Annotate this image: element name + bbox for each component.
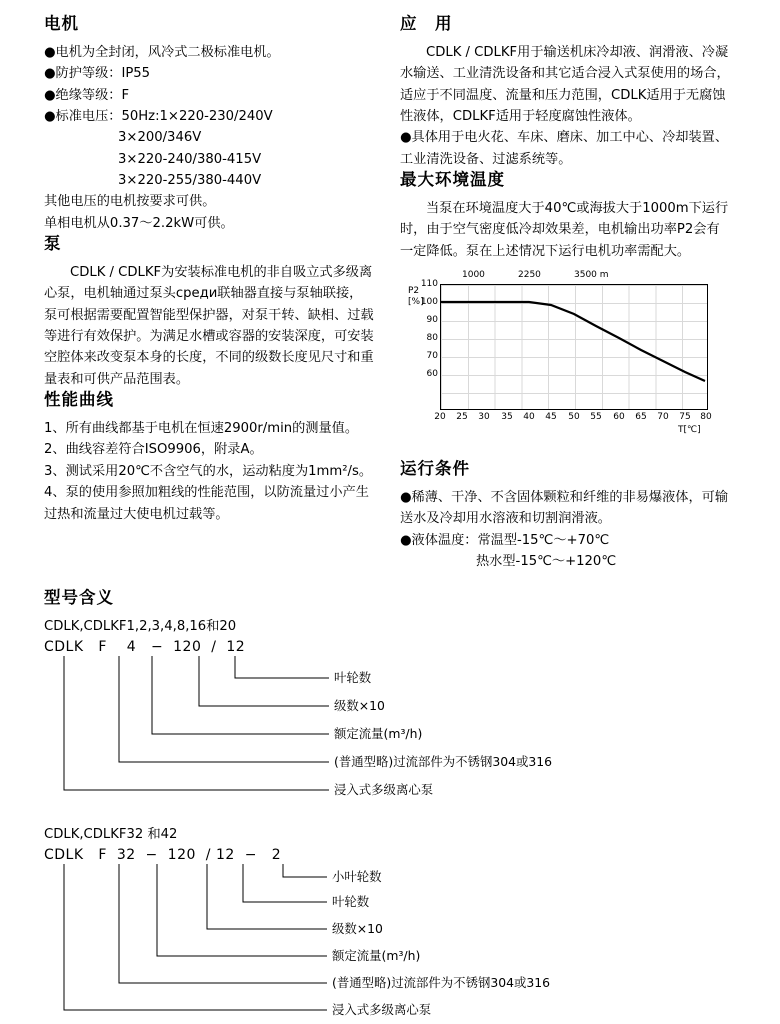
derating-chart xyxy=(406,270,724,445)
section-heading-pump: 泵 xyxy=(44,234,62,254)
x-tick-55: 55 xyxy=(590,411,602,422)
left-column xyxy=(44,14,374,572)
right-column xyxy=(400,14,730,572)
model-block-1-code: CDLK F 4 − 120 / 12 xyxy=(44,638,246,655)
x-tick-25: 25 xyxy=(456,411,468,422)
x-tick-75: 75 xyxy=(679,411,691,422)
model-block-2-diagram xyxy=(44,864,744,1024)
model-block-2 xyxy=(44,824,744,1024)
x-tick-70: 70 xyxy=(657,411,669,422)
motor-voltage-2: 3×220-240/380-415V xyxy=(118,151,262,167)
altitude-label-3: 3500 m xyxy=(574,269,609,280)
chart-y-axis-title: P2 [%] xyxy=(408,285,424,308)
altitude-label-1: 1000 xyxy=(462,269,485,280)
chart-curve xyxy=(440,284,708,410)
two-column-layout xyxy=(44,14,750,572)
chart-altitude-labels xyxy=(406,270,724,282)
model-block-2-label-6: 浸入式多级离心泵 xyxy=(332,1002,432,1018)
motor-voltage-3: 3×220-255/380-440V xyxy=(118,173,262,189)
chart-x-axis-title: T[℃] xyxy=(678,424,701,435)
section-heading-model-designation: 型号含义 xyxy=(44,588,114,607)
y-tick-100: 100 xyxy=(420,296,438,307)
x-tick-60: 60 xyxy=(613,411,625,422)
curve-item-4: 4、泵的使用参照加粗线的性能范围，以防流量过小产生过热和流量过大使电机过载等。 xyxy=(44,485,369,522)
altitude-label-2: 2250 xyxy=(518,269,541,280)
x-tick-65: 65 xyxy=(635,411,647,422)
motor-line-3: ●绝缘等级：F xyxy=(44,87,130,103)
curve-item-2: 2、曲线容差符合ISO9906，附录A。 xyxy=(44,442,263,458)
model-block-2-code: CDLK F 32 − 120 / 12 − 2 xyxy=(44,847,282,864)
motor-line-1: ●电机为全封闭，风冷式二极标准电机。 xyxy=(44,44,280,60)
section-heading-application: 应 用 xyxy=(400,14,453,33)
y-tick-80: 80 xyxy=(426,332,438,343)
x-tick-45: 45 xyxy=(545,411,557,422)
motor-voltage-1: 3×200/346V xyxy=(118,130,202,146)
section-heading-operating-conditions: 运行条件 xyxy=(400,458,470,478)
model-block-1 xyxy=(44,616,744,816)
motor-note-2: 单相电机从0.37～2.2kW可供。 xyxy=(44,215,234,231)
y-tick-110: 110 xyxy=(420,278,438,289)
curve-item-1: 1、所有曲线都基于电机在恒速2900r/min的测量值。 xyxy=(44,421,359,437)
model-block-1-label-2: 级数×10 xyxy=(334,698,385,714)
application-paragraph-2: ●具体用于电火花、车床、磨床、加工中心、冷却装置、工业清洗设备、过滤系统等。 xyxy=(400,130,729,167)
section-heading-max-ambient-temp: 最大环境温度 xyxy=(400,170,505,190)
x-tick-35: 35 xyxy=(501,411,513,422)
model-block-2-label-4: 额定流量(m³/h) xyxy=(332,948,421,964)
operating-line-1: ●稀薄、干净、不含固体颗粒和纤维的非易爆液体，可输送水及冷却用水溶液和切割润滑液。 xyxy=(400,489,729,527)
y-tick-60: 60 xyxy=(426,368,438,379)
application-paragraph-1: CDLK / CDLKF用于输送机床冷却液、润滑液、冷凝水输送、工业清洗设备和其它适合浸入式泵使用的场合，适应于不同温度、流量和压力范围，CDLK适用于无腐蚀性液体，CDLKF适用于轻度腐蚀性液体。 xyxy=(400,44,730,124)
x-tick-80: 80 xyxy=(700,411,712,422)
model-block-1-diagram xyxy=(44,656,744,816)
y-tick-70: 70 xyxy=(426,350,438,361)
motor-note-1: 其他电压的电机按要求可供。 xyxy=(44,194,216,210)
x-tick-20: 20 xyxy=(434,411,446,422)
model-block-1-label-5: 浸入式多级离心泵 xyxy=(334,782,434,798)
y-tick-90: 90 xyxy=(426,314,438,325)
max-ambient-temp-paragraph: 当泵在环境温度大于40℃或海拔大于1000m下运行时，由于空气密度低冷却效果差，电机输出功率P2会有一定降低。泵在上述情况下运行电机功率需配大。 xyxy=(400,200,729,259)
operating-line-2: ●液体温度：常温型-15℃～+70℃ xyxy=(400,532,610,548)
model-block-2-label-5: (普通型略)过流部件为不锈钢304或316 xyxy=(332,975,551,991)
model-block-2-label-1: 小叶轮数 xyxy=(332,869,382,885)
motor-line-4: ●标准电压：50Hz:1×220-230/240V xyxy=(44,108,273,124)
x-tick-30: 30 xyxy=(478,411,490,422)
x-tick-50: 50 xyxy=(568,411,580,422)
chart-x-ticks xyxy=(434,411,712,424)
pump-paragraph: CDLK / CDLKF为安装标准电机的非自吸立式多级离心泵，电机轴通过泵头среди联轴器直接与泵轴联接，泵可根据需要配置智能型保护器，对泵干转、缺相、过载等进行有效保护。为满足水槽或容器的安装深度，可安装空腔体来改变泵本身的长度，不同的级数长度见尺寸和重量表和可供产品范围表。 xyxy=(44,264,374,387)
operating-line-3: 热水型-15℃～+120℃ xyxy=(476,553,617,569)
model-designation-section xyxy=(44,588,744,1024)
model-block-1-label-3: 额定流量(m³/h) xyxy=(334,726,423,742)
section-heading-motor: 电机 xyxy=(44,14,79,33)
model-block-1-label-4: (普通型略)过流部件为不锈钢304或316 xyxy=(334,754,553,770)
model-block-1-title: CDLK,CDLKF1,2,3,4,8,16和20 xyxy=(44,618,237,634)
model-block-1-label-1: 叶轮数 xyxy=(334,670,372,686)
model-block-2-label-3: 级数×10 xyxy=(332,921,383,937)
model-block-2-label-2: 叶轮数 xyxy=(332,894,370,910)
x-tick-40: 40 xyxy=(523,411,535,422)
model-block-2-title: CDLK,CDLKF32 和42 xyxy=(44,827,178,843)
section-heading-performance-curve: 性能曲线 xyxy=(44,390,114,410)
chart-y-ticks xyxy=(414,278,438,410)
curve-item-3: 3、测试采用20℃不含空气的水，运动粘度为1mm²/s。 xyxy=(44,463,373,479)
motor-line-2: ●防护等级：IP55 xyxy=(44,66,151,82)
